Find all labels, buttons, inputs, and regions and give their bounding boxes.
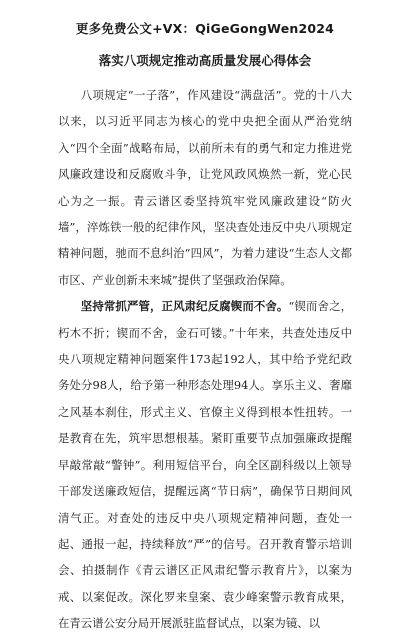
body-paragraph-2 <box>58 293 352 636</box>
paragraph-2-body: “锲而舍之，朽木不折；锲而不舍，金石可镂。”十年来，共查处违反中央八项规定精神问题案件173起192人，其中给予党纪政务处分98人，给予第一种形态处理94人。享乐主义、奢靡之风基本刹住，形式主义、官僚主义得到根本性扭转。一是教育在先，筑牢思想根基。紧盯重要节点加强廉政提醒早敲常敲“警钟”。利用短信平台，向全区副科级以上领导干部发送廉政短信，提醒远离“节日病”，确保节日期间风清气正。对查处的违反中央八项规定精神问题，查处一起、通报一起，持续释放“严”的信号。召开教育警示培训会、拍摄制作《青云谱区正风肃纪警示教育片》，以案为戒、以案促改。深化罗来皇案、袁少峰案警示教育成果，在青云谱公安分局开展派驻监督试点，以案为镜、以 <box>58 299 352 631</box>
header-promo-text: 更多免费公文+VX：QiGeGongWen2024 <box>75 21 335 36</box>
paragraph-2-lead-heading: 坚持常抓严管，正风肃纪反腐锲而不舍。 <box>80 299 289 314</box>
document-title: 落实八项规定推动高质量发展心得体会 <box>98 53 312 68</box>
body-paragraph-1: 八项规定“一子落”，作风建设“满盘活”。党的十八大以来，以习近平同志为核心的党中央把全面从严治党纳入“四个全面”战略布局，以前所未有的勇气和定力推进党风廉政建设和反腐败斗争，让党风政风焕然一新，党心民心为之一振。青云谱区委坚持筑牢党风廉政建设“防火墙”，淬炼铁一般的纪律作风，坚决查处违反中央八项规定精神问题，驰而不息纠治“四风”，为着力建设“生态人文都市区、产业创新未来城”提供了坚强政治保障。 <box>58 88 352 287</box>
